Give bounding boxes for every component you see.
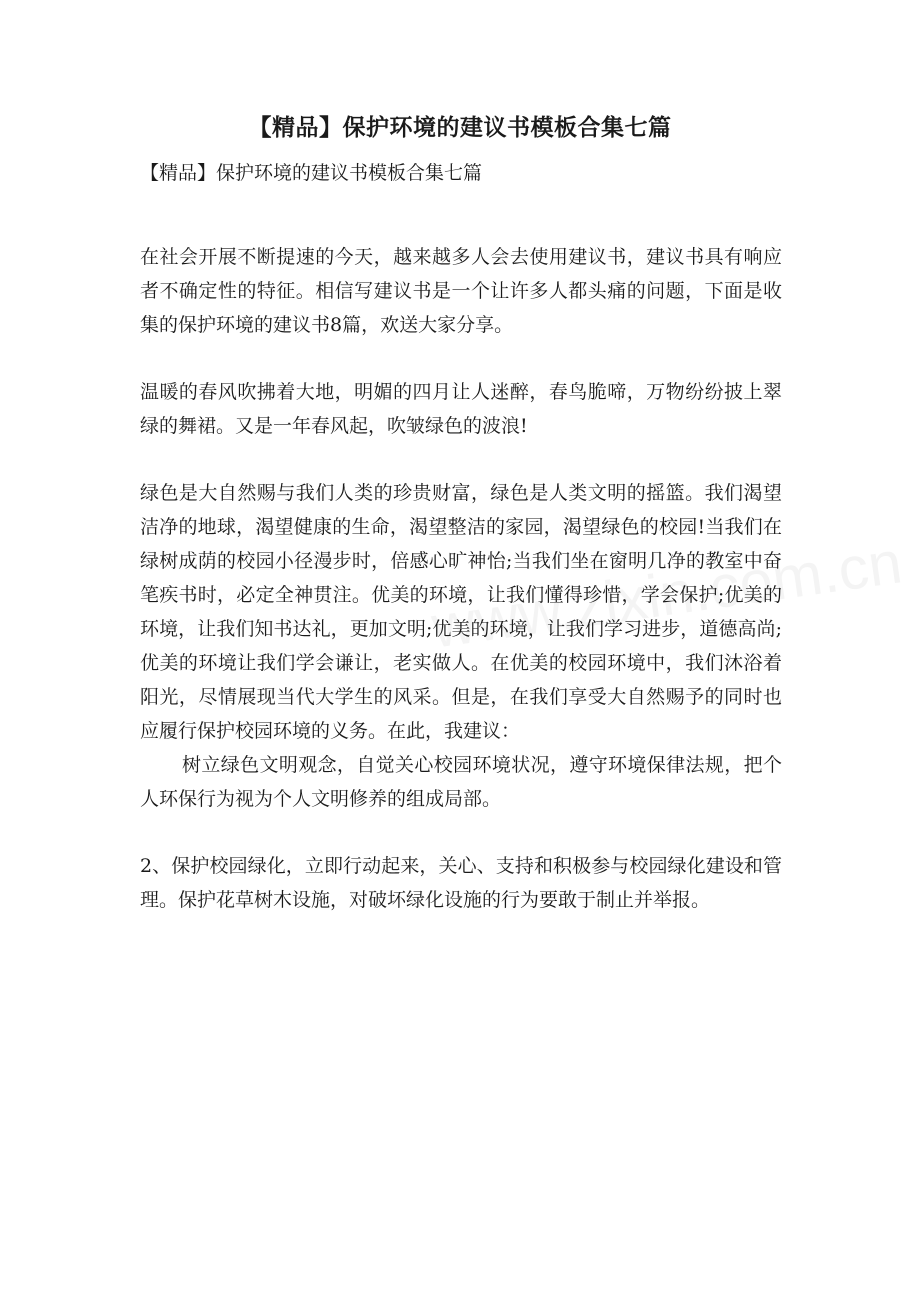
paragraph-green: 绿色是大自然赐与我们人类的珍贵财富，绿色是人类文明的摇篮。我们渴望洁净的地球，渴望健康的生命，渴望整洁的家园，渴望绿色的校园!当我们在绿树成荫的校园小径漫步时，倍感心旷神怡;当我们坐在窗明几净的教室中奋笔疾书时，必定全神贯注。优美的环境，让我们懂得珍惜，学会保护;优美的环境，让我们知书达礼，更加文明;优美的环境，让我们学习进步，道德高尚;优美的环境让我们学会谦让，老实做人。在优美的校园环境中，我们沐浴着阳光，尽情展现当代大学生的风采。但是，在我们享受大自然赐予的同时也应履行保护校园环境的义务。在此，我建议： — [140, 482, 782, 742]
paragraph-spring: 温暖的春风吹拂着大地，明媚的四月让人迷醉，春鸟脆啼，万物纷纷披上翠绿的舞裙。又是一年春风起，吹皱绿色的波浪! — [140, 381, 782, 437]
paragraph-intro: 在社会开展不断提速的今天，越来越多人会去使用建议书，建议书具有响应者不确定性的特征。相信写建议书是一个让许多人都头痛的问题，下面是收集的保护环境的建议书8篇，欢送大家分享。 — [140, 246, 782, 336]
document-title: 【精品】保护环境的建议书模板合集七篇 — [248, 114, 672, 141]
paragraph-proposal-2: 2、保护校园绿化，立即行动起来，关心、支持和积极参与校园绿化建设和管理。保护花草树木设施，对破坏绿化设施的行为要敢于制止并举报。 — [140, 855, 782, 911]
document-body — [140, 240, 782, 950]
paragraph-proposal-1: 树立绿色文明观念，自觉关心校园环境状况，遵守环境保律法规，把个人环保行为视为个人文明修养的组成局部。 — [140, 754, 782, 810]
document-subtitle: 【精品】保护环境的建议书模板合集七篇 — [140, 162, 483, 184]
